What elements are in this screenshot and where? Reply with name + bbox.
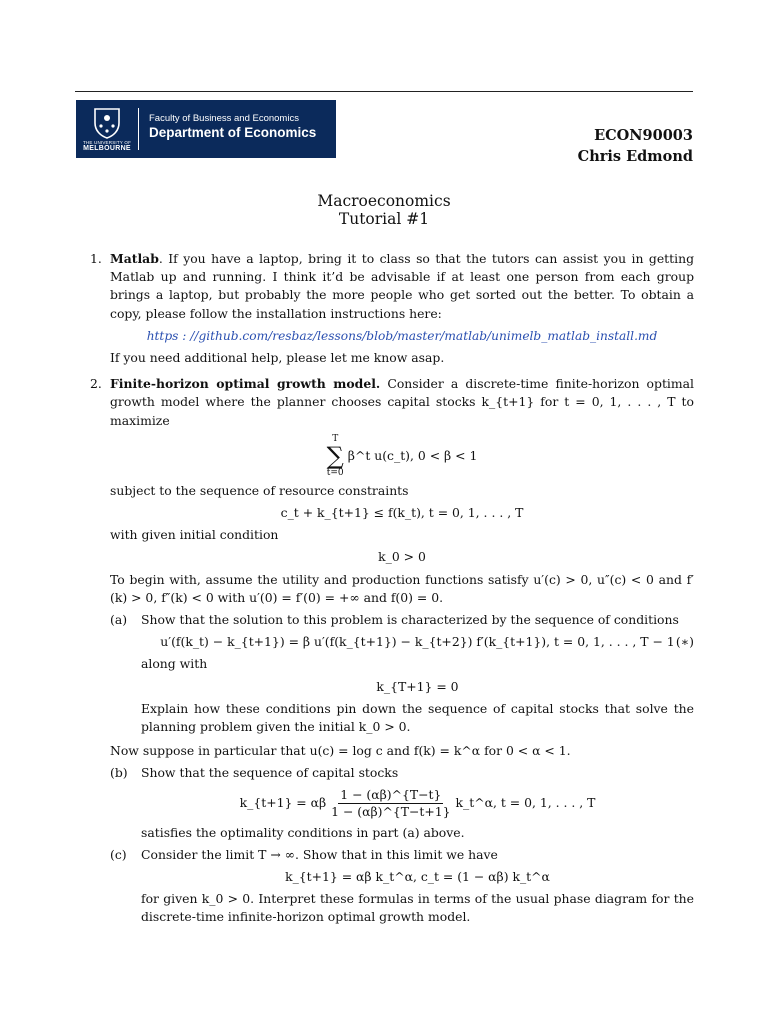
limit-equation: k_{t+1} = αβ k_t^α, c_t = (1 − αβ) k_t^α (285, 869, 550, 885)
part-label: (a) (110, 612, 128, 628)
logo-faculty: Faculty of Business and Economics (149, 113, 299, 124)
part-b-after: satisfies the optimality conditions in part (a) above. (141, 824, 465, 840)
policy-equation (141, 787, 694, 820)
crest (76, 100, 138, 158)
author: Chris Edmond (577, 148, 693, 165)
objective-equation (110, 434, 694, 478)
policy-fraction (329, 787, 452, 820)
terminal-condition: k_{T+1} = 0 (376, 678, 459, 694)
question-2-intro (110, 375, 694, 430)
part-label: (c) (110, 846, 127, 862)
question-body: . If you have a laptop, bring it to class so that the tutors can assist you in getting Matlab up and running. I think it’d be advisable if at least one person from each group brings a laptop, but probably the more people who get sorted out the better. To obtain a copy, please follow the installation instructions here: (110, 251, 694, 321)
question-2 (90, 375, 694, 926)
install-link[interactable]: https : //github.com/resbaz/lessons/blob/master/matlab/unimelb_matlab_install.md (146, 328, 658, 343)
question-1-text (110, 250, 694, 323)
part-c (110, 846, 694, 927)
specialization: Now suppose in particular that u(c) = log c and f(k) = k^α for 0 < α < 1. (110, 743, 571, 759)
along-with: along with (141, 656, 208, 672)
header-rule (75, 91, 693, 92)
help-note: If you need additional help, please let me know asap. (110, 350, 445, 366)
part-a-explain: Explain how these conditions pin down the sequence of capital stocks that solve the planning problem given the initial k_0 > 0. (141, 700, 694, 735)
logo-university-small: THE UNIVERSITY OF (82, 139, 132, 145)
constraint-intro: subject to the sequence of resource constraints (110, 482, 409, 498)
initial-intro: with given initial condition (110, 527, 279, 543)
sigma-icon: ∑ (326, 441, 344, 470)
crest-icon (92, 107, 122, 139)
question-heading: Finite-horizon optimal growth model. (110, 376, 381, 392)
title-line1: Macroeconomics (317, 192, 451, 210)
summation (327, 434, 344, 478)
part-a-text: Show that the solution to this problem is characterized by the sequence of conditions (141, 612, 679, 628)
objective-expression: β^t u(c_t), 0 < β < 1 (347, 447, 478, 463)
sum-lower: t=0 (326, 467, 344, 478)
course-code: ECON90003 (594, 127, 693, 144)
equation-tag: (∗) (675, 634, 694, 650)
logo-department: Department of Economics (149, 125, 317, 140)
part-label: (b) (110, 765, 128, 781)
question-body: Consider a discrete-time finite-horizon optimal growth model where the planner chooses capital stocks k_{t+1} for t = 0, 1, . . . , T to maximize (110, 376, 694, 428)
question-heading: Matlab (110, 251, 159, 266)
title-line2: Tutorial #1 (338, 210, 430, 228)
logo-university: MELBOURNE (83, 144, 131, 152)
question-number: 1. (90, 251, 102, 266)
part-b-text: Show that the sequence of capital stocks (141, 765, 399, 781)
fraction-denominator: 1 − (αβ)^{T−t+1} (331, 803, 451, 819)
policy-lhs: k_{t+1} = αβ (239, 795, 327, 811)
part-c-text: Consider the limit T → ∞. Show that in this limit we have (141, 846, 498, 862)
part-b (110, 764, 694, 841)
course-info (578, 125, 693, 167)
sum-upper: T (332, 433, 339, 444)
assumptions: To begin with, assume the utility and production functions satisfy u′(c) > 0, u″(c) < 0 and f′(k) > 0, f″(k) < 0 with u′(0) = f′(0) = +∞ and f(0) = 0. (110, 571, 694, 605)
question-1 (90, 250, 694, 367)
euler-equation (141, 633, 694, 651)
part-c-after: for given k_0 > 0. Interpret these formulas in terms of the usual phase diagram for the discrete-time infinite-horizon optimal growth model. (141, 891, 694, 925)
document-title (0, 192, 768, 228)
euler-expression: u′(f(k_t) − k_{t+1}) = β u′(f(k_{t+1}) − k_{t+2}) f′(k_{t+1}), t = 0, 1, . . . , T − 1 (160, 634, 675, 650)
university-logo (76, 100, 336, 158)
document-body (90, 250, 694, 935)
fraction-numerator: 1 − (αβ)^{T−t} (340, 786, 442, 802)
resource-constraint: c_t + k_{t+1} ≤ f(k_t), t = 0, 1, . . . , T (280, 505, 524, 521)
part-a (110, 611, 694, 736)
policy-rhs: k_t^α, t = 0, 1, . . . , T (455, 795, 596, 811)
question-number: 2. (90, 376, 102, 392)
initial-condition: k_0 > 0 (378, 549, 426, 565)
